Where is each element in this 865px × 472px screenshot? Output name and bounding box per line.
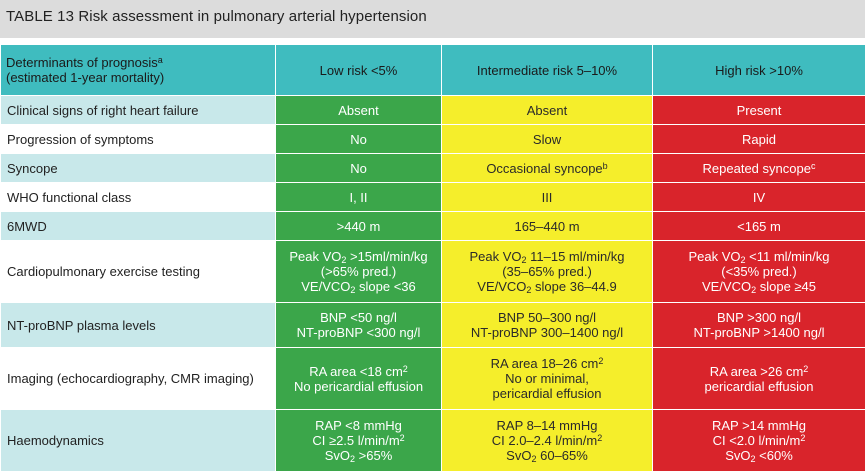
header-high-risk: High risk >10% [653,45,865,96]
table-row [1,212,865,241]
table-row [1,241,865,303]
high-cell: Present [653,96,865,125]
header-determinants: Determinants of prognosis$^a$ (estimated 1-year mortality) [1,45,276,96]
high-cell: IV [653,183,865,212]
table-row [1,125,865,154]
table-row [1,348,865,410]
mid-cell: RA area 18–26 $cm^2$ No or minimal, pericardial effusion [442,348,653,410]
mid-cell: Peak $VO_2$ 11–15 ml/min/kg (35–65% pred.) $VE/VCO_2$ slope 36–44.9 [442,241,653,303]
table-row [1,410,865,472]
table-row [1,303,865,348]
high-cell: Rapid [653,125,865,154]
header-low-risk: Low risk <5% [276,45,442,96]
table-row [1,96,865,125]
mid-cell: Absent [442,96,653,125]
row-label: Clinical signs of right heart failure [1,96,276,125]
header-row [1,45,865,96]
low-cell: No [276,154,442,183]
low-cell: Absent [276,96,442,125]
high-cell: <165 m [653,212,865,241]
row-label: Imaging (echocardiography, CMR imaging) [1,348,276,410]
row-label: Progression of symptoms [1,125,276,154]
low-cell: Peak $VO_2 >15ml/\min/kg$ (>65% pred.) $VE/VCO_2$ slope <36 [276,241,442,303]
mid-cell: III [442,183,653,212]
low-cell: I, II [276,183,442,212]
low-cell: No [276,125,442,154]
high-cell: Repeated syncope$^c$ [653,154,865,183]
row-label: Haemodynamics [1,410,276,472]
row-label: 6MWD [1,212,276,241]
mid-cell: Slow [442,125,653,154]
mid-cell: RAP 8–14 mmHg CI 2.0–2.4 $l/\min/m^2$ SvO$_2$ 60–65% [442,410,653,472]
high-cell: RA area >26 $cm^2$ pericardial effusion [653,348,865,410]
low-cell: >440 m [276,212,442,241]
low-cell: RA area <18 $cm^2$ No pericardial effusion [276,348,442,410]
low-cell: RAP <8 mmHg CI ≥2.5 $l/\min/m^2$ SvO$_2$ >65% [276,410,442,472]
high-cell: BNP >300 ng/l NT-proBNP >1400 ng/l [653,303,865,348]
risk-table [0,44,865,472]
row-label: WHO functional class [1,183,276,212]
table-title-bar [0,0,865,38]
row-label: Cardiopulmonary exercise testing [1,241,276,303]
row-label: NT-proBNP plasma levels [1,303,276,348]
low-cell: BNP <50 ng/l NT-proBNP <300 ng/l [276,303,442,348]
high-cell: RAP >14 mmHg CI <2.0 $l/\min/m^2$ SvO$_2$ <60% [653,410,865,472]
row-label: Syncope [1,154,276,183]
table-row [1,183,865,212]
header-intermediate-risk: Intermediate risk 5–10% [442,45,653,96]
high-cell: Peak $VO_2 <11$ ml/min/kg (<35% pred.) $VE/VCO_2$ slope ≥45 [653,241,865,303]
mid-cell: 165–440 m [442,212,653,241]
mid-cell: BNP 50–300 ng/l NT-proBNP 300–1400 ng/l [442,303,653,348]
mid-cell: Occasional syncope$^b$ [442,154,653,183]
table-row [1,154,865,183]
table-title: TABLE 13 Risk assessment in pulmonary arterial hypertension [6,8,427,25]
